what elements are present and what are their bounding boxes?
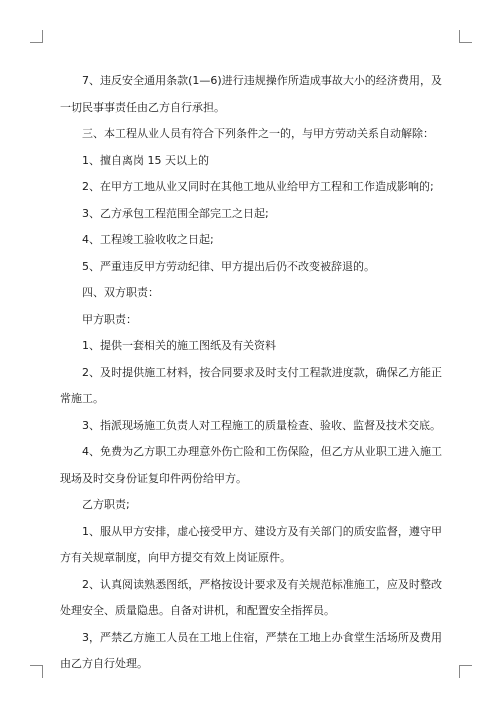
crop-mark-bottom-right: [459, 665, 472, 678]
section-heading: 三、本工程从业人员有符合下列条件之一的，与甲方劳动关系自动解除：: [82, 127, 434, 140]
list-item: 1、擅自离岗 15 天以上的: [82, 153, 209, 167]
list-item: 1、服从甲方安排，虚心接受甲方、建设方及有关部门的质安监督，遵守甲方有关规章制度，向甲方提交有效上岗证原件。: [60, 524, 442, 564]
paragraph: 7、违反安全通用条款(1—6)进行违规操作所造成事故大小的经济费用，及一切民事事责任由乙方自行承担。: [60, 74, 442, 114]
list-item: 3、乙方承包工程范围全部完工之日起;: [82, 206, 269, 220]
section-heading: 四、双方职责：: [82, 286, 159, 299]
subsection-heading: 甲方职责：: [82, 312, 137, 326]
list-item: 5、严重违反甲方劳动纪律、甲方提出后仍不改变被辞退的。: [82, 259, 375, 273]
list-item: 2、认真阅读熟悉图纸，严格按设计要求及有关规范标准施工，应及时整改处理安全、质量隐患。自备对讲机，和配置安全指挥员。: [60, 577, 442, 617]
list-item: 4、工程竣工验收收之日起;: [82, 233, 214, 246]
list-item: 3，严禁乙方施工人员在工地上住宿，严禁在工地上办食堂生活场所及费用由乙方自行处理。: [60, 630, 442, 670]
list-item: 2、及时提供施工材料，按合同要求及时支付工程款进度款，确保乙方能正常施工。: [60, 365, 442, 405]
list-item: 4、免费为乙方职工办理意外伤亡险和工伤保险，但乙方从业职工进入施工现场及时交身份证复印件两份给甲方。: [60, 445, 442, 485]
crop-mark-top-right: [459, 30, 472, 43]
crop-mark-top-left: [30, 30, 43, 43]
list-item: 3、指派现场施工负责人对工程施工的质量检查、验收、监督及技术交底。: [82, 418, 441, 432]
subsection-heading: 乙方职责;: [82, 498, 130, 511]
list-item: 1、提供一套相关的施工图纸及有关资料: [82, 339, 276, 352]
document-body: [60, 68, 442, 678]
crop-mark-bottom-left: [30, 665, 43, 678]
list-item: 2、在甲方工地从业又同时在其他工地从业给甲方工程和工作造成影响的;: [82, 180, 434, 193]
